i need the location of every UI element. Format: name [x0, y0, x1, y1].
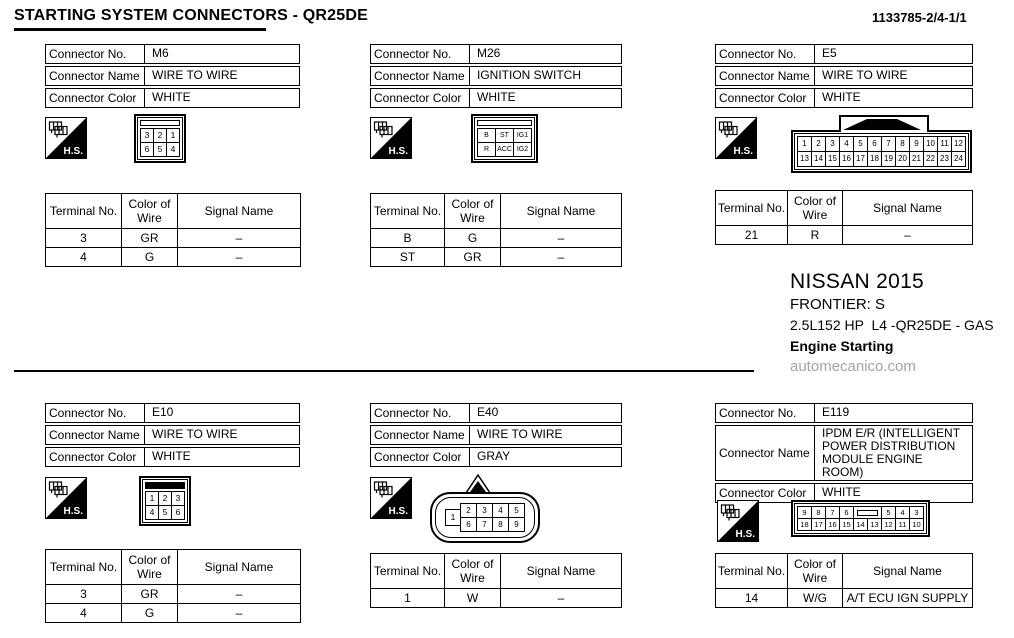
info-row [715, 88, 973, 108]
terminal-table-e10 [45, 549, 301, 623]
doc-number: 1133785-2/4-1/1 [872, 10, 967, 25]
pin-cell: 10 [910, 519, 923, 530]
connector-info-table-e40 [370, 403, 622, 469]
pin-cell: 3 [910, 507, 923, 518]
vehicle-model: FRONTIER: S [790, 296, 886, 313]
pin-cell: 18 [798, 519, 811, 530]
pin-cell: 11 [938, 137, 951, 151]
pin-cell: 1 [798, 137, 811, 151]
terminal-table-m26 [370, 193, 622, 267]
page-title: STARTING SYSTEM CONNECTORS - QR25DE [14, 7, 368, 24]
pin-diagram-m6 [134, 114, 186, 163]
terminal-header-row [46, 550, 301, 585]
wire-color: G [445, 229, 501, 248]
pin-row [145, 491, 185, 506]
pin-keyway [145, 482, 185, 489]
connector-name-label: Connector Name [371, 67, 470, 85]
connector-no-label: Connector No. [46, 404, 145, 422]
pin-row [145, 505, 185, 520]
info-row [45, 403, 300, 423]
signal-name: – [178, 604, 301, 623]
connector-name-value: WIRE TO WIRE [152, 427, 238, 441]
pin-cell: 4 [896, 507, 909, 518]
vehicle-make-year: NISSAN 2015 [790, 270, 925, 293]
signal-name-header: Signal Name [178, 550, 301, 585]
pin-row [140, 128, 180, 143]
signal-name: – [501, 248, 622, 267]
connector-no-value: E40 [477, 405, 499, 419]
wire-color: W/G [788, 589, 843, 608]
terminal-row [371, 589, 622, 608]
info-row [370, 44, 622, 64]
info-row [45, 447, 300, 467]
pin-cell: 2 [461, 504, 476, 517]
pin-cell: 3 [826, 137, 839, 151]
hs-mark-label: H.S. [63, 146, 83, 157]
pin-cell: 6 [868, 137, 881, 151]
pin-cell: 8 [896, 137, 909, 151]
connector-color-value: WHITE [822, 90, 861, 104]
terminal-row [46, 585, 301, 604]
pin-cell: 3 [477, 504, 492, 517]
info-row [370, 447, 622, 467]
wire-color: GR [445, 248, 501, 267]
terminal-table-e5 [715, 190, 973, 245]
connector-color-label: Connector Color [46, 89, 145, 107]
pin-cell: IG2 [514, 143, 531, 156]
info-row [45, 425, 300, 445]
terminal-header-row [371, 194, 622, 229]
pin-cell: 17 [854, 152, 867, 166]
terminal-row [716, 589, 973, 608]
signal-name: – [843, 226, 973, 245]
signal-name-header: Signal Name [501, 554, 622, 589]
connector-no-value: M26 [477, 46, 501, 60]
signal-name: – [501, 229, 622, 248]
hs-mark-label: H.S. [388, 506, 408, 517]
pin-cell: 10 [924, 137, 937, 151]
pin-diagram-e5 [791, 115, 976, 173]
color-of-wire-header: Color of Wire [122, 194, 178, 229]
vehicle-engine: 2.5L152 HP L4 -QR25DE - GAS [790, 317, 994, 333]
info-row [370, 66, 622, 86]
connector-name-value: IGNITION SWITCH [477, 68, 581, 82]
terminal-row [371, 248, 622, 267]
wire-color: GR [122, 229, 178, 248]
connector-color-value: WHITE [477, 90, 516, 104]
pin-cell: ST [496, 129, 513, 142]
pin-cell: 24 [952, 152, 965, 166]
hs-mark-icon [45, 117, 87, 159]
pin-cell: 6 [840, 507, 853, 518]
pin-row [797, 136, 966, 152]
watermark-site: automecanico.com [790, 358, 916, 375]
color-of-wire-header: Color of Wire [788, 554, 843, 589]
connector-name-label: Connector Name [371, 426, 470, 444]
pin-row [460, 503, 525, 518]
pin-cell: ACC [496, 143, 513, 156]
pin-cell: 7 [477, 518, 492, 531]
info-row [370, 88, 622, 108]
connector-color-label: Connector Color [371, 89, 470, 107]
terminal-no: 1 [371, 589, 445, 608]
pin-slot [854, 507, 881, 518]
pin-cell: 1 [146, 492, 158, 505]
connector-color-label: Connector Color [46, 448, 145, 466]
pin-cell: 14 [854, 519, 867, 530]
info-row [45, 44, 300, 64]
terminal-no-header: Terminal No. [716, 554, 788, 589]
pin-diagram-m26 [471, 114, 538, 163]
pin-cell: 1 [167, 129, 179, 142]
connector-no-label: Connector No. [46, 45, 145, 63]
pin-diagram-e119 [791, 500, 930, 537]
terminal-no-header: Terminal No. [716, 191, 788, 226]
pin-cell: 20 [896, 152, 909, 166]
connector-color-value: GRAY [477, 449, 511, 463]
pin-keyway [839, 115, 929, 132]
signal-name: – [501, 589, 622, 608]
terminal-table-e119 [715, 553, 973, 608]
hs-mark-label: H.S. [733, 146, 753, 157]
terminal-table-m6 [45, 193, 301, 267]
terminal-no-header: Terminal No. [371, 194, 445, 229]
info-row [45, 66, 300, 86]
pin-cell: 16 [840, 152, 853, 166]
connector-color-value: WHITE [152, 90, 191, 104]
hs-mark-icon [370, 477, 412, 519]
signal-name-header: Signal Name [501, 194, 622, 229]
pin-cell: 14 [812, 152, 825, 166]
connector-info-table-m26 [370, 44, 622, 110]
hs-mark-label: H.S. [63, 506, 83, 517]
terminal-table-e40 [370, 553, 622, 608]
signal-name-header: Signal Name [843, 554, 973, 589]
terminal-no: 21 [716, 226, 788, 245]
color-of-wire-header: Color of Wire [445, 554, 501, 589]
terminal-no: ST [371, 248, 445, 267]
connector-color-label: Connector Color [716, 89, 815, 107]
connector-info-table-e119 [715, 403, 973, 505]
pin-cell: 23 [938, 152, 951, 166]
pin-cell: 12 [882, 519, 895, 530]
terminal-header-row [716, 554, 973, 589]
connector-no-label: Connector No. [716, 45, 815, 63]
pin-cell: 11 [896, 519, 909, 530]
pin-cell: 15 [840, 519, 853, 530]
pin-cell: 5 [159, 506, 171, 519]
pin-cell: 4 [146, 506, 158, 519]
signal-name: – [178, 585, 301, 604]
pin-keyway [477, 120, 532, 126]
terminal-row [46, 248, 301, 267]
pin-row [797, 518, 924, 531]
terminal-header-row [716, 191, 973, 226]
pin-diagram-e10 [139, 476, 191, 526]
pin-cell: 6 [461, 518, 476, 531]
pin-cell: 8 [493, 518, 508, 531]
hs-mark-label: H.S. [388, 146, 408, 157]
pin-cell: 22 [924, 152, 937, 166]
connector-info-table-e5 [715, 44, 973, 110]
terminal-no: 3 [46, 229, 122, 248]
terminal-row [716, 226, 973, 245]
terminal-row [46, 229, 301, 248]
info-row [370, 403, 622, 423]
terminal-no-header: Terminal No. [46, 194, 122, 229]
terminal-no: B [371, 229, 445, 248]
pin-cell: 16 [826, 519, 839, 530]
terminal-no-header: Terminal No. [371, 554, 445, 589]
wire-color: G [122, 248, 178, 267]
pin-cell: 3 [141, 129, 153, 142]
pin-row [797, 151, 966, 167]
info-row [715, 44, 973, 64]
pin-cell: 2 [159, 492, 171, 505]
wire-color: R [788, 226, 843, 245]
terminal-header-row [371, 554, 622, 589]
terminal-row [371, 229, 622, 248]
wire-color: W [445, 589, 501, 608]
pin-cell: 5 [154, 143, 166, 156]
color-of-wire-header: Color of Wire [445, 194, 501, 229]
connector-name-label: Connector Name [716, 426, 815, 480]
hs-mark-icon [370, 117, 412, 159]
pin-cell: 4 [840, 137, 853, 151]
pin-cell: 5 [882, 507, 895, 518]
connector-color-label: Connector Color [371, 448, 470, 466]
connector-no-value: M6 [152, 46, 169, 60]
pin-cell: 2 [812, 137, 825, 151]
pin-cell: 17 [812, 519, 825, 530]
pin-cell: R [478, 143, 495, 156]
connector-name-label: Connector Name [716, 67, 815, 85]
pin-cell: 6 [172, 506, 184, 519]
pin-cell: 15 [826, 152, 839, 166]
pin-cell: 7 [882, 137, 895, 151]
pin-row [797, 506, 924, 519]
pin-row [460, 517, 525, 532]
pin-keyway [140, 120, 180, 126]
connector-color-value: WHITE [822, 485, 861, 499]
terminal-no: 14 [716, 589, 788, 608]
terminal-no-header: Terminal No. [46, 550, 122, 585]
info-row [370, 425, 622, 445]
pin-cell: 9 [509, 518, 524, 531]
connector-name-value: WIRE TO WIRE [822, 68, 908, 82]
hs-mark-icon [715, 117, 757, 159]
connector-no-label: Connector No. [371, 404, 470, 422]
wire-color: GR [122, 585, 178, 604]
vehicle-info-block [790, 270, 1014, 377]
signal-name-header: Signal Name [178, 194, 301, 229]
info-row [45, 88, 300, 108]
hs-mark-icon [717, 500, 759, 542]
pin-diagram-e40 [430, 492, 540, 543]
info-row [715, 425, 973, 481]
terminal-no: 4 [46, 248, 122, 267]
connector-no-value: E5 [822, 46, 837, 60]
signal-name: A/T ECU IGN SUPPLY [843, 589, 973, 608]
connector-no-value: E119 [822, 405, 850, 419]
pin-cell: 18 [868, 152, 881, 166]
pin-row [477, 128, 532, 143]
pin-cell: 8 [812, 507, 825, 518]
pin-cell: 5 [854, 137, 867, 151]
connector-info-table-m6 [45, 44, 300, 110]
info-row [715, 403, 973, 423]
pin-cell: 9 [910, 137, 923, 151]
connector-name-label: Connector Name [46, 67, 145, 85]
pin-cell: 3 [172, 492, 184, 505]
connector-name-value: WIRE TO WIRE [152, 68, 238, 82]
pin-cell: 7 [826, 507, 839, 518]
pin-cell: 12 [952, 137, 965, 151]
pin-cell: 4 [493, 504, 508, 517]
terminal-header-row [46, 194, 301, 229]
pin-cell: B [478, 129, 495, 142]
vehicle-system: Engine Starting [790, 338, 894, 354]
signal-name: – [178, 248, 301, 267]
color-of-wire-header: Color of Wire [788, 191, 843, 226]
pin-cell: 13 [868, 519, 881, 530]
pin-cell: 2 [154, 129, 166, 142]
connector-info-table-e10 [45, 403, 300, 469]
pin-cell: 1 [445, 509, 461, 526]
pin-cell: 4 [167, 143, 179, 156]
title-underline [14, 28, 266, 31]
hs-mark-label: H.S. [735, 529, 755, 540]
connector-name-label: Connector Name [46, 426, 145, 444]
info-row [715, 66, 973, 86]
connector-color-value: WHITE [152, 449, 191, 463]
connector-no-label: Connector No. [716, 404, 815, 422]
color-of-wire-header: Color of Wire [122, 550, 178, 585]
wire-color: G [122, 604, 178, 623]
section-divider [14, 370, 754, 372]
connector-color-label: Connector Color [716, 484, 815, 502]
terminal-no: 3 [46, 585, 122, 604]
pin-cell: 19 [882, 152, 895, 166]
connector-no-value: E10 [152, 405, 174, 419]
pin-cell: IG1 [514, 129, 531, 142]
pin-cell: 13 [798, 152, 811, 166]
signal-name-header: Signal Name [843, 191, 973, 226]
pin-cell: 9 [798, 507, 811, 518]
pin-row [140, 142, 180, 157]
pin-cell: 6 [141, 143, 153, 156]
signal-name: – [178, 229, 301, 248]
terminal-no: 4 [46, 604, 122, 623]
hs-mark-icon [45, 477, 87, 519]
connector-name-value: IPDM E/R (INTELLIGENT POWER DISTRIBUTION MODULE ENGINE ROOM) [822, 426, 960, 479]
connector-name-value: WIRE TO WIRE [477, 427, 563, 441]
pin-cell: 5 [509, 504, 524, 517]
connector-no-label: Connector No. [371, 45, 470, 63]
pin-row [477, 142, 532, 157]
pin-cell: 21 [910, 152, 923, 166]
terminal-row [46, 604, 301, 623]
